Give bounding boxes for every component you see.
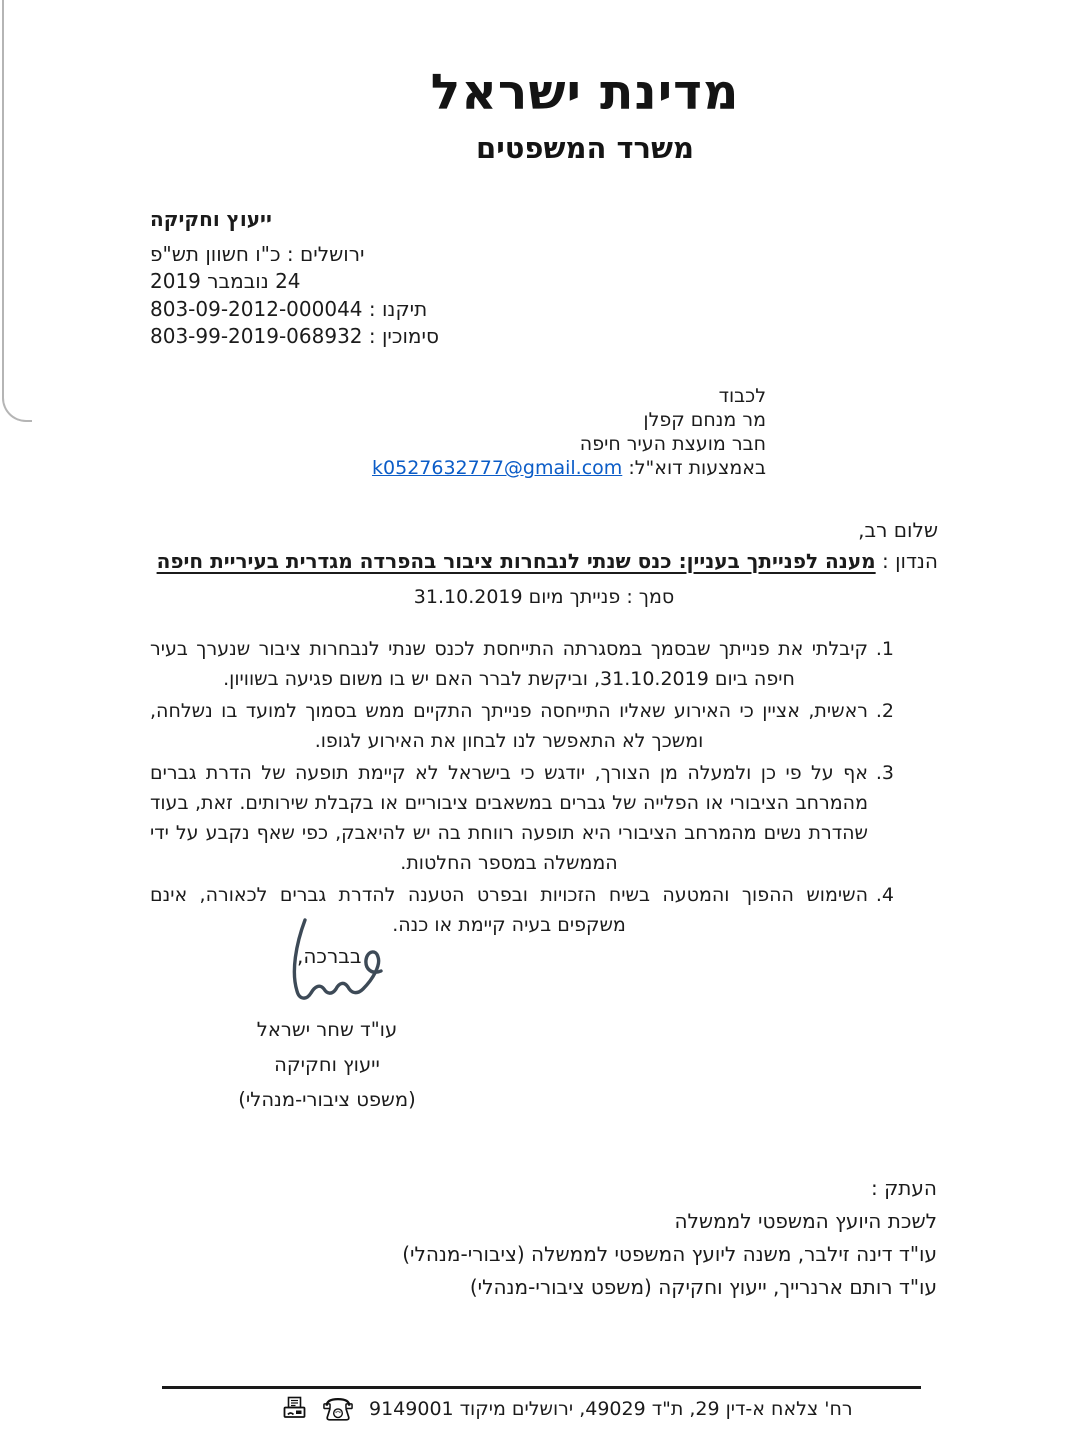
phone-icon — [323, 1396, 353, 1422]
recipient-title: חבר מועצת העיר חיפה — [579, 433, 766, 455]
paragraph-1 — [150, 634, 938, 694]
gregorian-date-line: 24 נובמבר 2019 — [150, 269, 301, 293]
reference-number-line: סימוכין : 803-99-2019-068932 — [150, 324, 439, 348]
page-edge-border — [2, 0, 32, 422]
fax-icon — [282, 1396, 307, 1422]
subject-title: מענה לפנייתך בעניין: כנס שנתי לנבחרות ציבור בהפרדה מגדרית בעיריית חיפה — [156, 549, 876, 573]
signer-block — [222, 1012, 432, 1117]
signer-unit: (משפט ציבורי-מנהלי) — [238, 1088, 416, 1111]
ministry-title: משרד המשפטים — [476, 131, 694, 165]
footer-divider — [162, 1386, 921, 1389]
department-label: ייעוץ וחקיקה — [150, 207, 272, 231]
footer — [282, 1396, 853, 1422]
paragraph-4 — [150, 880, 938, 940]
signer-department: ייעוץ וחקיקה — [274, 1053, 380, 1076]
email-link[interactable]: k0527632777@gmail.com — [372, 457, 623, 479]
letter-meta-block — [150, 206, 439, 351]
copy-line-1: לשכת היועץ המשפטי לממשלה — [674, 1209, 937, 1233]
copies-block — [402, 1172, 937, 1304]
body-paragraphs — [150, 634, 938, 942]
paragraph-2-number: 2. — [875, 700, 894, 722]
paragraph-1-text: קיבלתי את פנייתך שבסמך במסגרתה התייחסת לכנס שנתי לנבחרות ציבור שנערך בעיר חיפה ביום 31.10.2019, וביקשת לברר האם יש בו משום פגיעה בשוויון. — [150, 638, 868, 690]
greeting-line: שלום רב, — [858, 518, 938, 542]
signer-name: עו"ד שחר ישראל — [256, 1018, 398, 1041]
file-number-line: תיקנו : 803-09-2012-000044 — [150, 296, 428, 321]
copy-line-3: עו"ד רותם ארנרייך, ייעוץ וחקיקה (משפט ציבורי-מנהלי) — [469, 1275, 937, 1299]
paragraph-3-text: אף על פי כן ולמעלה מן הצורך, יודגש כי בישראל לא קיימת תופעה של הדרת גברים מהמרחב הציבורי או הפלייה של גברים במשאבים ציבוריים או בקבלת שירותים. זאת, בעוד שהדרת נשים מהמרחב הציבורי היא תופעה רווחת בה יש להיאבק, כפי שאף נקבע על ידי הממשלה במספר החלטות. — [150, 762, 868, 874]
subject-line — [150, 549, 938, 573]
paragraph-1-number: 1. — [875, 638, 894, 660]
subject-label: הנדון : — [882, 549, 938, 573]
paragraph-3 — [150, 758, 938, 878]
subject-reference: סמך : פנייתך מיום 31.10.2019 — [413, 586, 675, 608]
paragraph-2-text: ראשית, אציין כי האירוע שאליו התייחסה פנייתך התקיים ממש בסמוך למועד בו נשלחה, ומשכך לא התאפשר לנו לבחון את האירוע לגופו. — [150, 700, 868, 752]
paragraph-2 — [150, 696, 938, 756]
copies-label: העתק : — [870, 1176, 937, 1200]
state-title: מדינת ישראל — [430, 64, 740, 121]
recipient-salutation: לכבוד — [718, 385, 766, 407]
valediction: בברכה, — [297, 944, 362, 968]
paragraph-4-number: 4. — [875, 884, 894, 906]
paragraph-4-text: השימוש ההפוך והמטעה בשיח הזכויות ובפרט הטענה להדרת גברים לכאורה, אינם משקפים בעיה קיימת או כנה. — [150, 884, 868, 936]
paragraph-3-number: 3. — [875, 762, 894, 784]
recipient-block — [372, 384, 766, 480]
copy-line-2: עו"ד דינה זילבר, משנה ליועץ המשפטי לממשלה (ציבורי-מנהלי) — [402, 1242, 937, 1266]
hebrew-date-line: ירושלים : כ"ו חשוון תש"פ — [150, 241, 365, 266]
recipient-name: מר מנחם קפלן — [643, 409, 766, 431]
recipient-email-line — [372, 456, 766, 480]
footer-address: רח' צלאח א-דין 29, ת"ד 49029, ירושלים מיקוד 9149001 — [369, 1398, 853, 1420]
email-label: באמצעות דוא"ל: — [628, 457, 766, 479]
